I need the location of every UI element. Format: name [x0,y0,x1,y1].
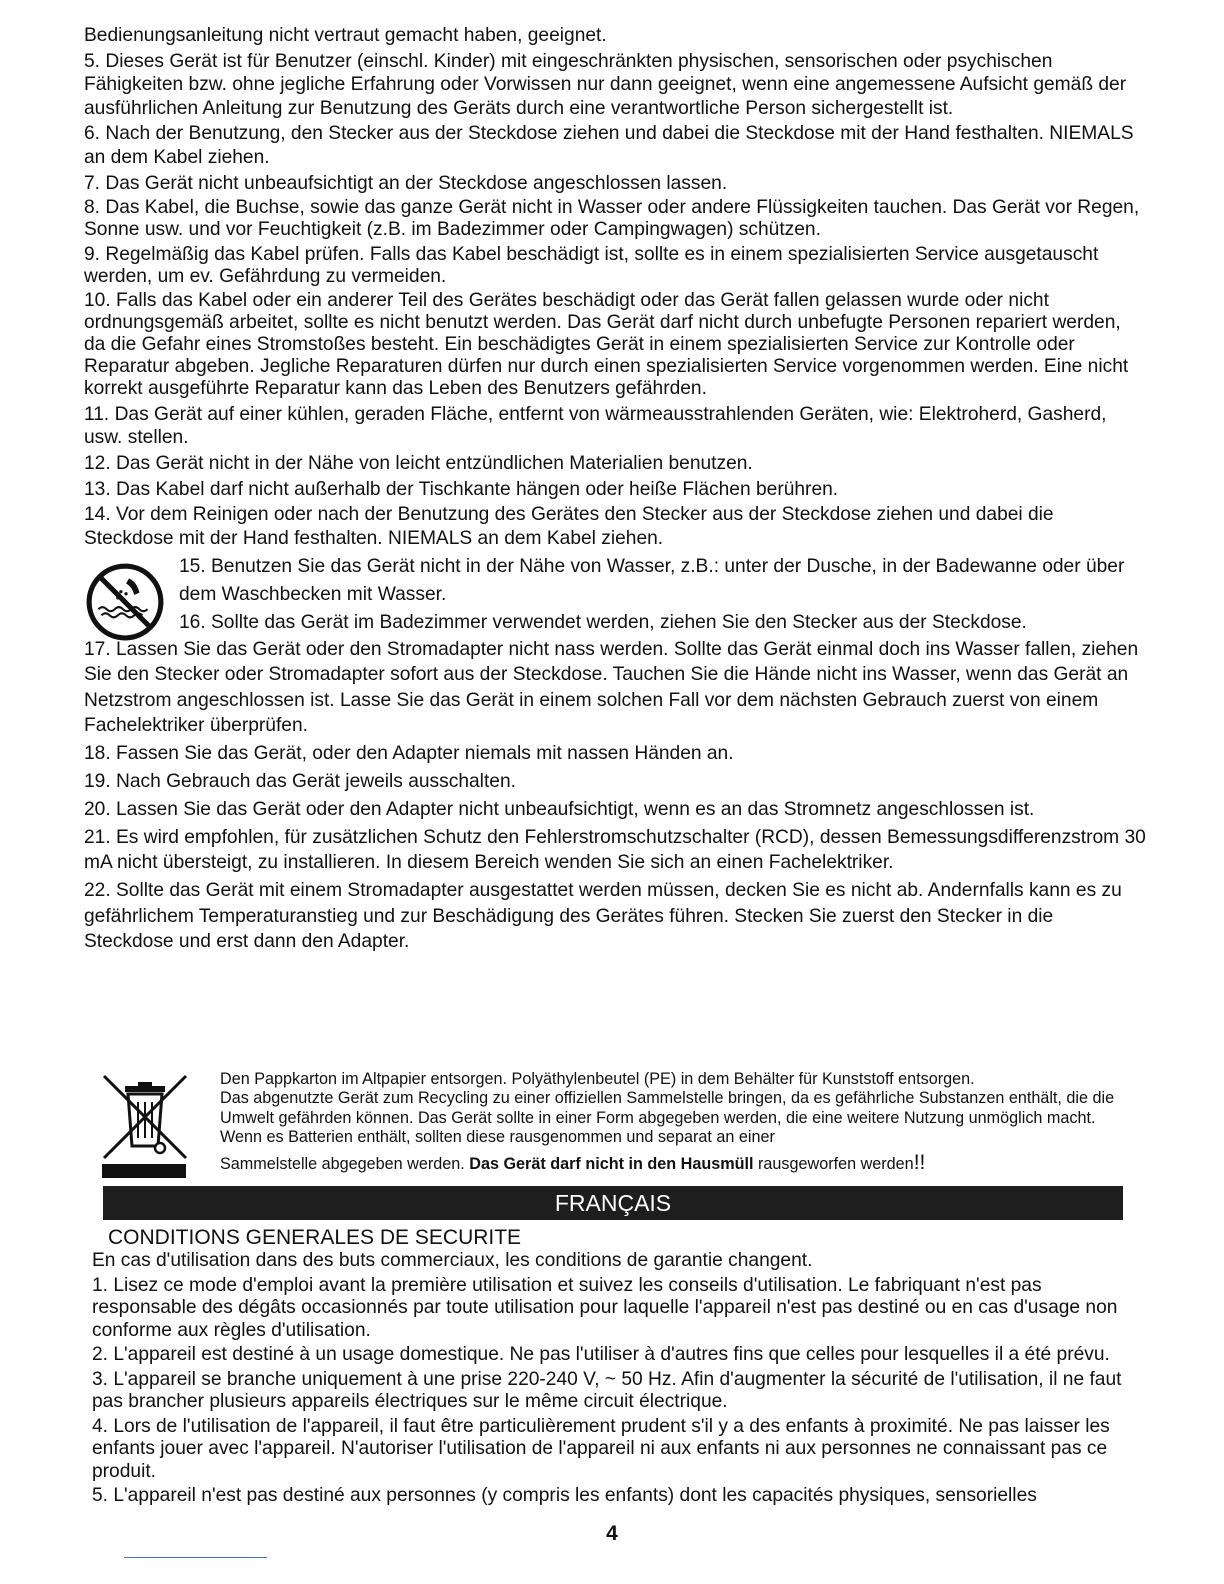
fr-section-heading: CONDITIONS GENERALES DE SECURITE [108,1226,522,1249]
recycling-exclamation: !! [913,1151,926,1175]
de-paragraph-17: 17. Lassen Sie das Gerät oder den Stromadapter nicht nass werden. Sollte das Gerät einmal doch ins Wasser fallen, ziehen Sie den Stecker oder Stromadapter sofort aus der Steckdose. Tauchen Sie die Hände nicht ins Wasser, wenn das Gerät an Netzstrom angeschlossen ist. Lasse Sie das Gerät in einem solchen Fall vor dem nächsten Gebrauch zuerst von einem Fachelektriker überprüfen. [84,638,1139,737]
de-paragraph-6: 6. Nach der Benutzung, den Stecker aus der Steckdose ziehen und dabei die Steckdose mit der Hand festhalten. NIEMALS an dem Kabel ziehen. [84,123,1134,168]
footer-rule [124,1557,267,1558]
fr-paragraph-5: 5. L'appareil n'est pas destiné aux personnes (y compris les enfants) dont les capacités physiques, sensorielles [92,1485,1037,1506]
de-paragraph-18: 18. Fassen Sie das Gerät, oder den Adapter niemals mit nassen Händen an. [84,742,734,764]
de-paragraph-16: 16. Sollte das Gerät im Badezimmer verwendet werden, ziehen Sie den Stecker aus der Steckdose. [179,611,1027,633]
de-paragraph-20: 20. Lassen Sie das Gerät oder den Adapter nicht unbeaufsichtigt, wenn es an das Stromnetz angeschlossen ist. [84,798,1035,820]
no-water-prohibition-icon [84,561,166,643]
de-paragraph-21: 21. Es wird empfohlen, für zusätzlichen Schutz den Fehlerstromschutzschalter (RCD), dessen Bemessungsdifferenzstrom 30 mA nicht übersteigt, zu installieren. In diesem Bereich wenden Sie sich an einen Fachelektriker. [84,826,1146,874]
page-number: 4 [606,1522,618,1545]
de-paragraph-15: 15. Benutzen Sie das Gerät nicht in der Nähe von Wasser, z.B.: unter der Dusche, in der Badewanne oder über dem Waschbecken mit Wasser. [179,555,1125,605]
language-section-bar: FRANÇAIS [103,1186,1123,1220]
de-paragraph-7: 7. Das Gerät nicht unbeaufsichtigt an der Steckdose angeschlossen lassen. [84,172,728,194]
recycling-text [220,1070,1125,1174]
fr-paragraph-2: 2. L'appareil est destiné à un usage domestique. Ne pas l'utiliser à d'autres fins que celles pour lesquelles il a été prévu. [92,1344,1110,1365]
de-paragraph-11: 11. Das Gerät auf einer kühlen, geraden Fläche, entfernt von wärmeausstrahlenden Geräten, wie: Elektroherd, Gasherd, usw. stellen. [84,403,1107,448]
fr-paragraph-intro: En cas d'utilisation dans des buts commerciaux, les conditions de garantie changent. [92,1250,813,1271]
recycling-line-3-end: rausgeworfen werden [753,1155,914,1174]
recycling-line-1: Den Pappkarton im Altpapier entsorgen. Polyäthylenbeutel (PE) in dem Behälter für Kunststoff entsorgen. [220,1070,975,1088]
crossed-out-wheelie-bin-icon [100,1072,190,1162]
recycling-notice [100,1068,1130,1183]
water-warning-block [84,553,1146,637]
recycling-line-3-start: Sammelstelle abgegeben werden. [220,1155,470,1174]
de-paragraph-19: 19. Nach Gebrauch das Gerät jeweils ausschalten. [84,770,516,792]
fr-paragraph-1: 1. Lisez ce mode d'emploi avant la première utilisation et suivez les conseils d'utilisation. Le fabriquant n'est pas responsable des dégâts occasionnés par toute utilisation pour laquelle l'appareil n'est pas destiné ou en cas d'usage non conforme aux règles d'utilisation. [92,1274,1118,1341]
de-paragraph-8: 8. Das Kabel, die Buchse, sowie das ganze Gerät nicht in Wasser oder andere Flüssigkeiten tauchen. Das Gerät vor Regen, Sonne usw. und vor Feuchtigkeit (z.B. im Badezimmer oder Campingwagen) schützen. [84,197,1140,241]
recycling-line-3 [220,1153,1125,1174]
german-safety-instructions [84,24,1146,957]
fr-paragraph-3: 3. L'appareil se branche uniquement à une prise 220-240 V, ~ 50 Hz. Afin d'augmenter la sécurité de l'utilisation, il ne faut pas brancher plusieurs appareils électriques sur le même circuit électrique. [92,1368,1122,1412]
de-paragraph-5: 5. Dieses Gerät ist für Benutzer (einschl. Kinder) mit eingeschränkten physischen, sensorischen oder psychischen Fähigkeiten bzw. ohne jegliche Erfahrung oder Vorwissen nur dann geeignet, wenn eine angemessene Aufsicht gemäß der ausführlichen Anleitung zur Benutzung des Geräts durch eine verantwortliche Person sichergestellt ist. [84,50,1127,119]
recycling-line-2: Das abgenutzte Gerät zum Recycling zu einer offiziellen Sammelstelle bringen, da es gefährliche Substanzen enthält, die die Umwelt gefährden können. Das Gerät sollte in einer Form abgegeben werden, die eine weitere Nutzung unmöglich macht. Wenn es Batterien enthält, sollten diese rausgenommen und separat an einer [220,1089,1115,1146]
recycling-line-3-bold: Das Gerät darf nicht in den Hausmüll [469,1155,754,1174]
bin-underline-bar [102,1164,186,1178]
de-paragraph-22: 22. Sollte das Gerät mit einem Stromadapter ausgestattet werden müssen, decken Sie es nicht ab. Andernfalls kann es zu gefährlichem Temperaturanstieg und zur Beschädigung des Gerätes führen. Stecken Sie zuerst den Stecker in die Steckdose und erst dann den Adapter. [84,880,1122,953]
de-paragraph-10: 10. Falls das Kabel oder ein anderer Teil des Gerätes beschädigt oder das Gerät fallen gelassen wurde oder nicht ordnungsgemäß arbeitet, sollte es nicht benutzt werden. Das Gerät darf nicht durch unbefugte Personen repariert werden, da die Gefahr eines Stromstoßes besteht. Ein beschädigtes Gerät in einem spezialisierten Service zur Kontrolle oder Reparatur abgeben. Jegliche Reparaturen dürfen nur durch einen spezialisierten Service vorgenommen werden. Eine nicht korrekt ausgeführte Reparatur kann das Leben des Benutzers gefährden. [84,290,1129,400]
de-paragraph-12: 12. Das Gerät nicht in der Nähe von leicht entzündlichen Materialien benutzen. [84,452,753,474]
french-safety-instructions [92,1226,1142,1510]
de-paragraph-intro: Bedienungsanleitung nicht vertraut gemacht haben, geeignet. [84,25,607,46]
de-paragraph-9: 9. Regelmäßig das Kabel prüfen. Falls das Kabel beschädigt ist, sollte es in einem spezialisierten Service ausgetauscht werden, um ev. Gefährdung zu vermeiden. [84,243,1099,287]
fr-paragraph-4: 4. Lors de l'utilisation de l'appareil, il faut être particulièrement prudent s'il y a des enfants à proximité. Ne pas laisser les enfants jouer avec l'appareil. N'autoriser l'utilisation de l'appareil ni aux enfants ni aux personnes ne connaissant pas ce produit. [92,1415,1110,1482]
de-paragraph-13: 13. Das Kabel darf nicht außerhalb der Tischkante hängen oder heiße Flächen berühren. [84,478,839,500]
de-paragraph-14: 14. Vor dem Reinigen oder nach der Benutzung des Gerätes den Stecker aus der Steckdose ziehen und dabei die Steckdose mit der Hand festhalten. NIEMALS an dem Kabel ziehen. [84,504,1054,549]
